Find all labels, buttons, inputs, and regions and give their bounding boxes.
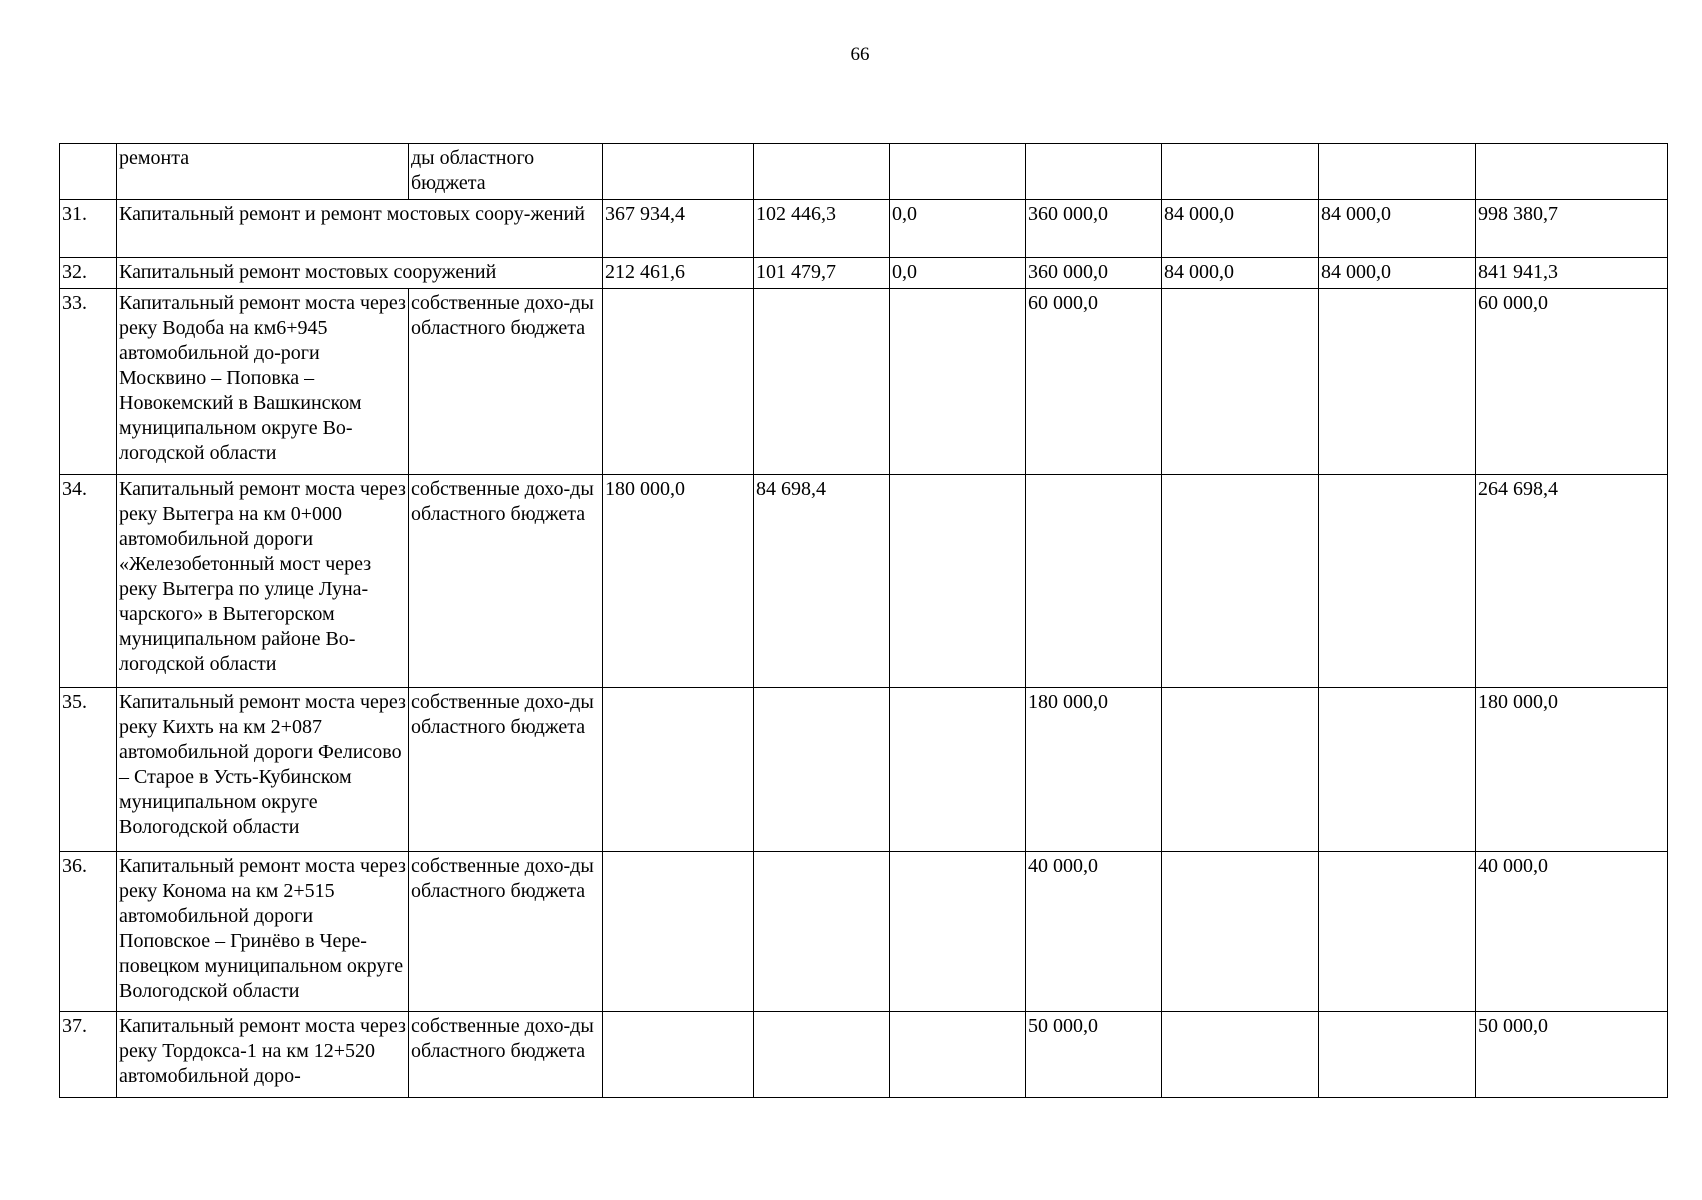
budget-table <box>59 143 1668 1098</box>
amount-cell <box>1319 475 1476 688</box>
event-name-cell: Капитальный ремонт моста через реку Водоба на км6+945 автомобильной до-роги Москвино – Поповка – Новокемский в Вашкинском муниципальном округе Во-логодской области <box>117 289 409 475</box>
funding-source-cell: собственные дохо-ды областного бюджета <box>409 1012 603 1098</box>
amount-cell <box>1162 144 1319 200</box>
total-amount-cell: 180 000,0 <box>1476 688 1668 852</box>
amount-cell <box>603 289 754 475</box>
total-amount-cell: 264 698,4 <box>1476 475 1668 688</box>
amount-cell <box>890 289 1026 475</box>
row-number-cell: 36. <box>60 852 117 1012</box>
amount-cell: 60 000,0 <box>1026 289 1162 475</box>
amount-cell: 84 000,0 <box>1162 258 1319 289</box>
event-name-cell: Капитальный ремонт мостовых сооружений <box>117 258 603 289</box>
table-row <box>60 258 1668 289</box>
amount-cell: 360 000,0 <box>1026 258 1162 289</box>
amount-cell <box>1026 475 1162 688</box>
amount-cell: 0,0 <box>890 200 1026 258</box>
funding-source-cell: собственные дохо-ды областного бюджета <box>409 289 603 475</box>
amount-cell <box>754 852 890 1012</box>
amount-cell: 102 446,3 <box>754 200 890 258</box>
amount-cell <box>754 688 890 852</box>
table-row <box>60 200 1668 258</box>
row-number-cell <box>60 144 117 200</box>
row-number-cell: 32. <box>60 258 117 289</box>
funding-source-cell: собственные дохо-ды областного бюджета <box>409 852 603 1012</box>
amount-cell <box>1162 688 1319 852</box>
amount-cell <box>754 289 890 475</box>
amount-cell: 40 000,0 <box>1026 852 1162 1012</box>
table-row <box>60 475 1668 688</box>
amount-cell: 360 000,0 <box>1026 200 1162 258</box>
amount-cell: 180 000,0 <box>1026 688 1162 852</box>
amount-cell: 212 461,6 <box>603 258 754 289</box>
amount-cell <box>603 852 754 1012</box>
amount-cell: 180 000,0 <box>603 475 754 688</box>
amount-cell <box>1026 144 1162 200</box>
table-row <box>60 688 1668 852</box>
total-amount-cell: 841 941,3 <box>1476 258 1668 289</box>
total-amount-cell: 998 380,7 <box>1476 200 1668 258</box>
amount-cell: 50 000,0 <box>1026 1012 1162 1098</box>
amount-cell <box>603 1012 754 1098</box>
amount-cell <box>754 1012 890 1098</box>
amount-cell <box>1319 144 1476 200</box>
amount-cell <box>1162 852 1319 1012</box>
event-name-cell: ремонта <box>117 144 409 200</box>
amount-cell <box>1319 852 1476 1012</box>
row-number-cell: 34. <box>60 475 117 688</box>
amount-cell <box>1319 289 1476 475</box>
row-number-cell: 37. <box>60 1012 117 1098</box>
amount-cell: 84 000,0 <box>1162 200 1319 258</box>
total-amount-cell: 60 000,0 <box>1476 289 1668 475</box>
funding-source-cell: ды областного бюджета <box>409 144 603 200</box>
amount-cell <box>603 144 754 200</box>
funding-source-cell: собственные дохо-ды областного бюджета <box>409 688 603 852</box>
event-name-cell: Капитальный ремонт моста через реку Тордокса-1 на км 12+520 автомобильной доро- <box>117 1012 409 1098</box>
amount-cell: 367 934,4 <box>603 200 754 258</box>
total-amount-cell <box>1476 144 1668 200</box>
amount-cell: 84 000,0 <box>1319 200 1476 258</box>
table-body <box>60 144 1668 1098</box>
amount-cell <box>890 688 1026 852</box>
amount-cell <box>890 852 1026 1012</box>
amount-cell <box>890 475 1026 688</box>
event-name-cell: Капитальный ремонт моста через реку Кихть на км 2+087 автомобильной дороги Фелисово – Старое в Усть-Кубинском муниципальном округе Вологодской области <box>117 688 409 852</box>
amount-cell <box>1162 289 1319 475</box>
amount-cell <box>1162 1012 1319 1098</box>
event-name-cell: Капитальный ремонт моста через реку Конома на км 2+515 автомобильной дороги Поповское – Гринёво в Чере-повецком муниципальном округе Вологодской области <box>117 852 409 1012</box>
amount-cell: 101 479,7 <box>754 258 890 289</box>
amount-cell <box>754 144 890 200</box>
funding-source-cell: собственные дохо-ды областного бюджета <box>409 475 603 688</box>
amount-cell <box>890 1012 1026 1098</box>
amount-cell <box>1319 688 1476 852</box>
amount-cell <box>1162 475 1319 688</box>
amount-cell: 84 698,4 <box>754 475 890 688</box>
row-number-cell: 35. <box>60 688 117 852</box>
row-number-cell: 33. <box>60 289 117 475</box>
total-amount-cell: 50 000,0 <box>1476 1012 1668 1098</box>
table-row <box>60 1012 1668 1098</box>
table-row <box>60 852 1668 1012</box>
amount-cell: 0,0 <box>890 258 1026 289</box>
row-number-cell: 31. <box>60 200 117 258</box>
amount-cell <box>1319 1012 1476 1098</box>
page-number: 66 <box>850 44 870 65</box>
amount-cell <box>603 688 754 852</box>
amount-cell: 84 000,0 <box>1319 258 1476 289</box>
event-name-cell: Капитальный ремонт моста через реку Вытегра на км 0+000 автомобильной дороги «Железобетонный мост через реку Вытегра по улице Луна-чарского» в Вытегорском муниципальном районе Во-логодской области <box>117 475 409 688</box>
table-row <box>60 144 1668 200</box>
total-amount-cell: 40 000,0 <box>1476 852 1668 1012</box>
amount-cell <box>890 144 1026 200</box>
table-row <box>60 289 1668 475</box>
event-name-cell: Капитальный ремонт и ремонт мостовых соору-жений <box>117 200 603 258</box>
